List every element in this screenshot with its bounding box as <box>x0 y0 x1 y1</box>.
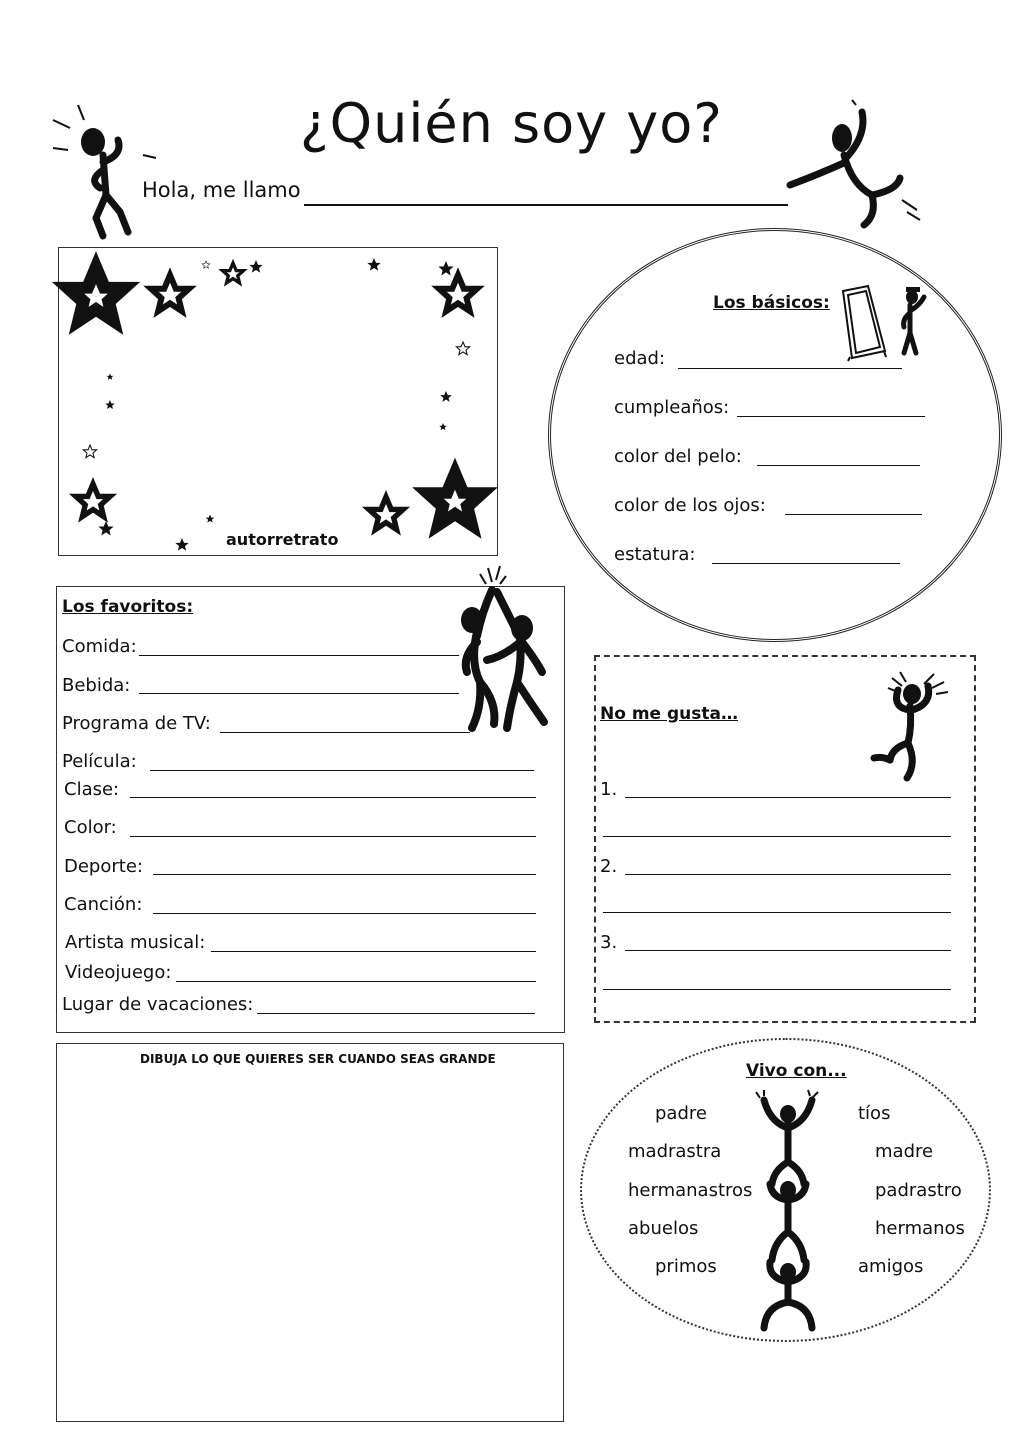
fav-artist-label: Artista musical: <box>65 932 206 953</box>
dislike-2-line-2[interactable] <box>603 912 951 913</box>
basics-heading: Los básicos: <box>713 293 830 313</box>
basics-hair-line[interactable] <box>757 465 920 466</box>
fav-song-label: Canción: <box>64 894 143 915</box>
lives-with-left-2: hermanastros <box>628 1180 753 1201</box>
basics-section <box>548 228 1002 642</box>
fav-color-label: Color: <box>64 817 117 838</box>
fav-drink-line[interactable] <box>139 693 459 694</box>
fav-vacation-label: Lugar de vacaciones: <box>62 994 254 1015</box>
fav-tv-line[interactable] <box>220 732 470 733</box>
basics-field-birthday-label: cumpleaños: <box>614 397 730 418</box>
lives-with-left-3: abuelos <box>628 1218 699 1239</box>
fav-tv-label: Programa de TV: <box>62 713 211 734</box>
lives-with-right-3: hermanos <box>875 1218 965 1239</box>
basics-age-line[interactable] <box>678 368 902 369</box>
fav-class-line[interactable] <box>130 797 536 798</box>
lives-with-left-4: primos <box>655 1256 717 1277</box>
name-input-line[interactable] <box>304 204 788 206</box>
fav-videogame-label: Videojuego: <box>65 962 172 983</box>
fav-videogame-line[interactable] <box>176 981 536 982</box>
fav-drink-label: Bebida: <box>62 675 131 696</box>
fav-song-line[interactable] <box>153 913 536 914</box>
fav-food-line[interactable] <box>139 655 459 656</box>
dislikes-heading: No me gusta… <box>600 704 738 724</box>
dislike-3-line[interactable] <box>625 950 951 951</box>
fav-color-line[interactable] <box>130 836 536 837</box>
page-title: ¿Quién soy yo? <box>300 92 723 155</box>
fav-vacation-line[interactable] <box>257 1013 535 1014</box>
basics-field-height-label: estatura: <box>614 544 696 565</box>
lives-with-right-0: tíos <box>858 1103 891 1124</box>
dancing-couple-icon <box>452 562 562 734</box>
fav-food-label: Comida: <box>62 636 137 657</box>
fav-sport-line[interactable] <box>153 874 536 875</box>
dislike-2-line[interactable] <box>625 874 951 875</box>
stars-border-icon <box>58 247 496 554</box>
fav-sport-label: Deporte: <box>64 856 143 877</box>
drawing-box-title: DIBUJA LO QUE QUIERES SER CUANDO SEAS GRANDE <box>140 1052 496 1066</box>
fav-movie-line[interactable] <box>150 770 534 771</box>
basics-birthday-line[interactable] <box>737 416 925 417</box>
lives-with-right-2: padrastro <box>875 1180 962 1201</box>
fav-class-label: Clase: <box>64 779 120 800</box>
basics-field-eyes-label: color de los ojos: <box>614 495 766 516</box>
fav-artist-line[interactable] <box>211 951 536 952</box>
fav-movie-label: Película: <box>62 751 137 772</box>
basics-height-line[interactable] <box>712 563 900 564</box>
lives-with-left-0: padre <box>655 1103 707 1124</box>
lives-with-right-4: amigos <box>858 1256 924 1277</box>
favorites-heading: Los favoritos: <box>62 597 194 617</box>
stick-figure-waving-icon <box>782 100 927 240</box>
stick-figure-thinking-icon <box>48 100 163 240</box>
name-label: Hola, me llamo <box>142 178 301 202</box>
basics-field-age-label: edad: <box>614 348 666 369</box>
dislike-1-line-2[interactable] <box>603 836 951 837</box>
lives-with-left-1: madrastra <box>628 1141 722 1162</box>
basics-eyes-line[interactable] <box>785 514 922 515</box>
dislike-2-number: 2. <box>600 856 618 877</box>
self-portrait-label: autorretrato <box>226 530 339 549</box>
mirror-figure-icon <box>840 283 930 363</box>
lives-with-heading: Vivo con... <box>746 1061 847 1081</box>
stacked-figures-icon <box>752 1092 824 1334</box>
dislike-1-number: 1. <box>600 779 618 800</box>
lives-with-right-1: madre <box>875 1141 934 1162</box>
frustrated-figure-icon <box>862 668 962 786</box>
dislike-3-number: 3. <box>600 932 618 953</box>
basics-field-hair-label: color del pelo: <box>614 446 742 467</box>
dislike-1-line[interactable] <box>625 797 951 798</box>
drawing-box[interactable] <box>56 1043 564 1422</box>
dislike-3-line-2[interactable] <box>603 989 951 990</box>
